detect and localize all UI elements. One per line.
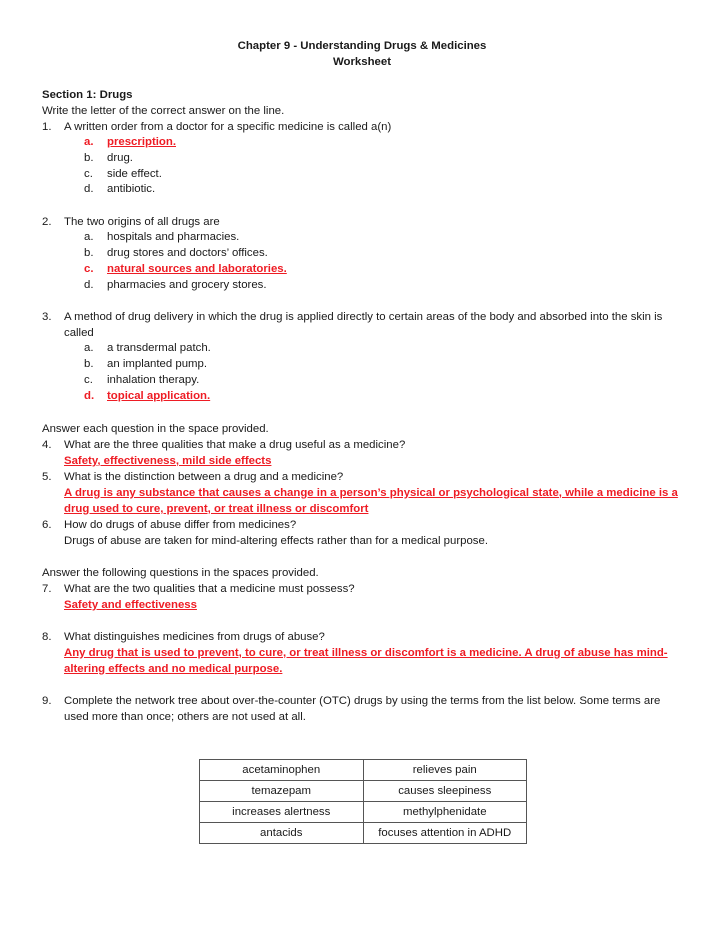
- question-number: 6.: [42, 518, 52, 531]
- question-8: [42, 629, 682, 645]
- answer-8: Any drug that is used to prevent, to cure, or treat illness or discomfort is a medicine. A drug of abuse has mind-altering effects and no medical purpose.: [64, 646, 668, 675]
- part2-instruction: Answer each question in the space provided.: [42, 422, 269, 435]
- table-cell: temazepam: [200, 781, 364, 802]
- part3-instruction: Answer the following questions in the spaces provided.: [42, 566, 319, 579]
- question-number: 4.: [42, 438, 52, 451]
- question-text: How do drugs of abuse differ from medicines?: [64, 518, 297, 531]
- question-number: 3.: [42, 311, 52, 324]
- option-2a: [42, 230, 682, 246]
- question-text: What distinguishes medicines from drugs of abuse?: [64, 630, 325, 643]
- option-1c: [42, 167, 682, 183]
- table-cell: acetaminophen: [200, 760, 364, 781]
- question-number: 8.: [42, 630, 52, 643]
- option-text: pharmacies and grocery stores.: [107, 278, 267, 291]
- table-row: [200, 760, 527, 781]
- option-text: topical application.: [107, 389, 211, 402]
- option-3b: [42, 357, 682, 373]
- option-text: inhalation therapy.: [107, 373, 200, 386]
- answer-5: A drug is any substance that causes a change in a person’s physical or psychological state, while a medicine is a drug used to cure, prevent, or treat illness or discomfort: [64, 486, 678, 515]
- answer-6: Drugs of abuse are taken for mind-altering effects rather than for a medical purpose.: [64, 534, 489, 547]
- question-text: A method of drug delivery in which the drug is applied directly to certain areas of the body and absorbed into the skin is called: [64, 311, 663, 340]
- option-letter: d.: [84, 278, 94, 291]
- option-3a: [42, 341, 682, 357]
- option-letter: a.: [84, 136, 94, 148]
- option-1d: [42, 182, 682, 198]
- section-heading: Section 1: Drugs: [42, 89, 133, 101]
- question-4: [42, 437, 682, 453]
- table-cell: antacids: [200, 823, 364, 844]
- option-2d: [42, 278, 682, 294]
- table-cell: methylphenidate: [363, 802, 527, 823]
- question-text: Complete the network tree about over-the-counter (OTC) drugs by using the terms from the list below. Some terms are used more than once; others are not used at all.: [64, 694, 661, 723]
- option-letter: c.: [84, 262, 94, 275]
- worksheet-subtitle: Worksheet: [332, 56, 392, 68]
- option-letter: a.: [84, 342, 94, 355]
- section-instruction: Write the letter of the correct answer on the line.: [42, 105, 285, 117]
- question-number: 7.: [42, 582, 52, 595]
- table-cell: focuses attention in ADHD: [363, 823, 527, 844]
- question-text: The two origins of all drugs are: [64, 216, 220, 229]
- question-text: A written order from a doctor for a specific medicine is called a(n): [64, 121, 392, 133]
- table-cell: increases alertness: [200, 802, 364, 823]
- option-letter: b.: [84, 151, 94, 164]
- answer-4: Safety, effectiveness, mild side effects: [64, 454, 272, 467]
- question-text: What are the three qualities that make a drug useful as a medicine?: [64, 438, 406, 451]
- option-letter: d.: [84, 389, 95, 402]
- option-1a-correct: [42, 135, 682, 151]
- terms-table: [199, 759, 527, 844]
- question-number: 2.: [42, 216, 52, 229]
- option-letter: c.: [84, 373, 93, 386]
- question-7: [42, 581, 682, 597]
- option-letter: a.: [84, 231, 94, 244]
- option-text: an implanted pump.: [107, 358, 208, 371]
- option-letter: b.: [84, 358, 94, 371]
- option-letter: b.: [84, 246, 94, 259]
- option-text: drug.: [107, 151, 133, 164]
- table-row: [200, 802, 527, 823]
- option-1b: [42, 151, 682, 167]
- option-3c: [42, 373, 682, 389]
- option-text: a transdermal patch.: [107, 342, 211, 355]
- option-2c-correct: [42, 262, 682, 278]
- table-row: [200, 823, 527, 844]
- answer-7: Safety and effectiveness: [64, 598, 197, 611]
- question-1: [42, 119, 682, 135]
- question-6: [42, 517, 682, 533]
- question-2: [42, 214, 682, 230]
- option-text: side effect.: [107, 167, 162, 180]
- worksheet-page: [42, 38, 682, 725]
- question-9: [42, 693, 682, 725]
- option-text: natural sources and laboratories.: [107, 262, 287, 275]
- option-text: antibiotic.: [107, 183, 156, 196]
- question-text: What are the two qualities that a medicine must possess?: [64, 582, 355, 595]
- option-letter: c.: [84, 167, 93, 180]
- document-title: [42, 38, 682, 70]
- table-cell: causes sleepiness: [363, 781, 527, 802]
- option-text: prescription.: [107, 136, 176, 148]
- table-cell: relieves pain: [363, 760, 527, 781]
- option-2b: [42, 246, 682, 262]
- option-letter: d.: [84, 183, 94, 196]
- option-text: hospitals and pharmacies.: [107, 231, 240, 244]
- option-text: drug stores and doctors’ offices.: [107, 246, 268, 259]
- question-number: 9.: [42, 694, 52, 707]
- question-number: 1.: [42, 121, 52, 133]
- question-3: [42, 309, 682, 341]
- question-number: 5.: [42, 470, 52, 483]
- option-3d-correct: [42, 389, 682, 405]
- chapter-title: Chapter 9 - Understanding Drugs & Medicines: [237, 40, 487, 52]
- question-text: What is the distinction between a drug and a medicine?: [64, 470, 344, 483]
- question-5: [42, 469, 682, 485]
- table-row: [200, 781, 527, 802]
